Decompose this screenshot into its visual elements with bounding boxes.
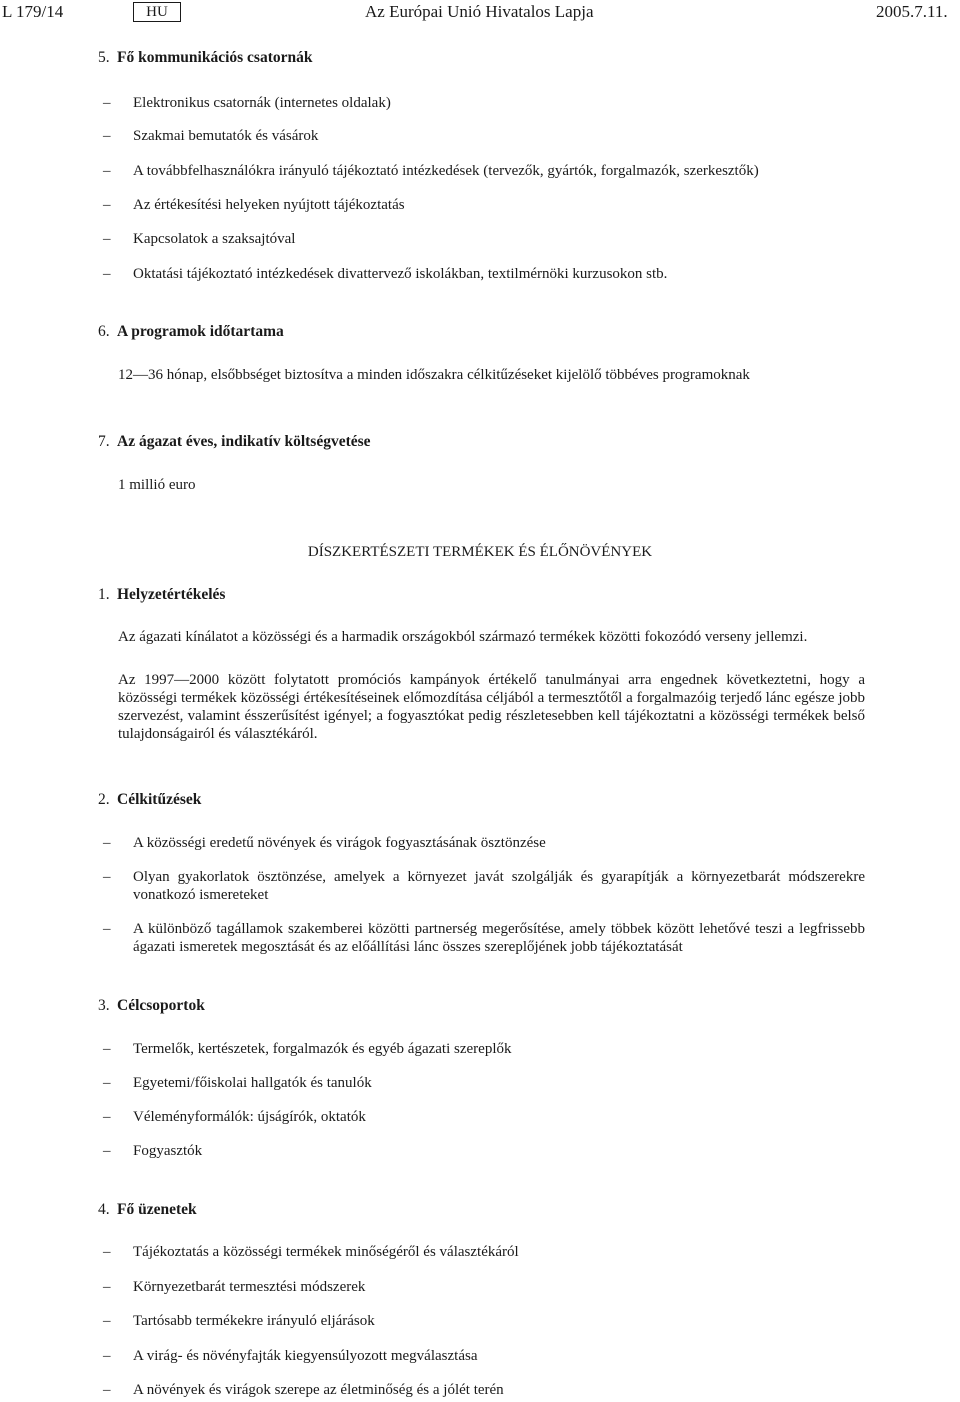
list-item: A növények és virágok szerepe az életminőség és a jólét terén xyxy=(133,1382,504,1398)
section-7-heading xyxy=(98,433,371,451)
section-title: Helyzetértékelés xyxy=(117,586,226,603)
list-item: Kapcsolatok a szaksajtóval xyxy=(133,231,296,247)
list-item: Fogyasztók xyxy=(133,1143,203,1159)
page-reference: L 179/14 xyxy=(2,2,64,21)
list-item: Környezetbarát termesztési módszerek xyxy=(133,1279,366,1295)
section-5-heading xyxy=(98,49,313,67)
section-title: Az ágazat éves, indikatív költségvetése xyxy=(117,433,371,450)
section-title: Fő kommunikációs csatornák xyxy=(117,49,313,66)
list-dash: – xyxy=(103,266,111,282)
section-number: 1. xyxy=(98,586,110,603)
section-6-heading xyxy=(98,323,284,341)
language-badge: HU xyxy=(133,2,181,22)
journal-title: Az Európai Unió Hivatalos Lapja xyxy=(365,2,594,21)
list-item: Oktatási tájékoztató intézkedések divattervező iskolákban, textilmérnöki kurzusokon stb. xyxy=(133,266,668,282)
list-dash: – xyxy=(103,921,111,937)
list-item: A különböző tagállamok szakemberei közötti partnerség megerősítése, amely többek között lehetővé teszi a legfrissebb ágazati ismeretek megosztását és az előállítási lánc összes szereplőjének jobb tájékoztatását xyxy=(133,921,865,955)
list-item: Tartósabb termékekre irányuló eljárások xyxy=(133,1313,375,1329)
list-dash: – xyxy=(103,197,111,213)
paragraph: Az ágazati kínálatot a közösségi és a harmadik országokból származó termékek közötti fokozódó verseny jellemzi. xyxy=(118,629,808,645)
list-item: Termelők, kertészetek, forgalmazók és egyéb ágazati szereplők xyxy=(133,1041,512,1057)
section-number: 4. xyxy=(98,1201,110,1218)
list-dash: – xyxy=(103,128,111,144)
list-item: Olyan gyakorlatok ösztönzése, amelyek a környezet javát szolgálják és gyarapítják a környezetbarát módszerekre vonatkozó ismereteket xyxy=(133,869,865,903)
section-title: Célkitűzések xyxy=(117,791,202,808)
list-dash: – xyxy=(103,1348,111,1364)
list-item: A közösségi eredetű növények és virágok fogyasztásának ösztönzése xyxy=(133,835,546,851)
section-number: 7. xyxy=(98,433,110,450)
section-2-heading xyxy=(98,791,201,809)
list-dash: – xyxy=(103,1279,111,1295)
duration-text: 12—36 hónap, elsőbbséget biztosítva a minden időszakra célkitűzéseket kijelölő többéves programoknak xyxy=(118,367,750,383)
list-dash: – xyxy=(103,1041,111,1057)
section-title: Fő üzenetek xyxy=(117,1201,197,1218)
sector-title: DÍSZKERTÉSZETI TERMÉKEK ÉS ÉLŐNÖVÉNYEK xyxy=(307,544,653,560)
section-number: 6. xyxy=(98,323,110,340)
list-dash: – xyxy=(103,1109,111,1125)
list-dash: – xyxy=(103,1075,111,1091)
list-dash: – xyxy=(103,1244,111,1260)
list-dash: – xyxy=(103,1143,111,1159)
section-number: 3. xyxy=(98,997,110,1014)
section-3-heading xyxy=(98,997,205,1015)
list-item: Egyetemi/főiskolai hallgatók és tanulók xyxy=(133,1075,372,1091)
paragraph: Az 1997—2000 között folytatott promóciós kampányok értékelő tanulmányai arra engednek következtetni, hogy a közösségi termékek közösségi értékesítéseinek előmozdítása céljából a termesztőtől a forgalmazóig terjedő lánc egésze jobb szervezést, valamint ésszerűsítést igényel; a fogyasztókat pedig részletesebben kell tájékoztatni a közösségi termékek belső tulajdonságairól és választékáról. xyxy=(118,672,865,742)
section-1-heading xyxy=(98,586,225,604)
publication-date: 2005.7.11. xyxy=(876,2,948,21)
list-item: A virág- és növényfajták kiegyensúlyozott megválasztása xyxy=(133,1348,478,1364)
list-dash: – xyxy=(103,95,111,111)
section-4-heading xyxy=(98,1201,197,1219)
list-dash: – xyxy=(103,869,111,885)
budget-text: 1 millió euro xyxy=(118,477,196,493)
list-dash: – xyxy=(103,231,111,247)
list-item: Az értékesítési helyeken nyújtott tájékoztatás xyxy=(133,197,405,213)
list-item: Tájékoztatás a közösségi termékek minőségéről és választékáról xyxy=(133,1244,519,1260)
section-number: 2. xyxy=(98,791,110,808)
list-dash: – xyxy=(103,1382,111,1398)
list-item: Véleményformálók: újságírók, oktatók xyxy=(133,1109,366,1125)
list-item: Szakmai bemutatók és vásárok xyxy=(133,128,319,144)
list-item: A továbbfelhasználókra irányuló tájékoztató intézkedések (tervezők, gyártók, forgalmazók, szerkesztők) xyxy=(133,163,759,179)
list-dash: – xyxy=(103,163,111,179)
list-dash: – xyxy=(103,835,111,851)
list-item: Elektronikus csatornák (internetes oldalak) xyxy=(133,95,391,111)
section-title: Célcsoportok xyxy=(117,997,205,1014)
section-number: 5. xyxy=(98,49,110,66)
section-title: A programok időtartama xyxy=(117,323,284,340)
list-dash: – xyxy=(103,1313,111,1329)
